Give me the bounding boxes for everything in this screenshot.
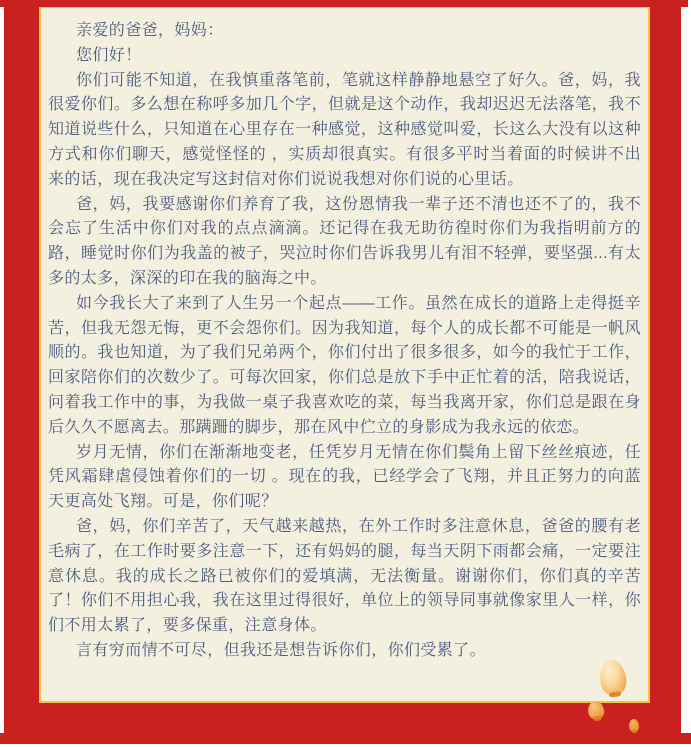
letter-salutation: 亲爱的爸爸，妈妈：: [76, 22, 224, 39]
letter-paragraph: 你们可能不知道，在我慎重落笔前，笔就这样静静地悬空了好久。爸，妈，我很爱你们。多么想在称呼多加几个字，但就是这个动作，我却迟迟无法落笔，我不知道说些什么，只知道在心里存在一种感觉，这种感觉叫爱，长这么大没有以这种方式和你们聊天，感觉怪怪的 ，实质却很真实。有很多平时当着面的时候讲不出来的话，现在我决定写这封信对你们说说我想对你们说的心里话。: [48, 71, 641, 188]
letter-card: [39, 7, 650, 703]
letter-greeting: 您们好！: [76, 46, 142, 64]
bottom-red-band: [0, 733, 691, 744]
red-background-panel: [4, 7, 681, 733]
letter-body: [48, 19, 641, 664]
top-red-band: [0, 0, 688, 7]
letter-paragraph: 爸，妈，你们辛苦了，天气越来越热，在外工作时多注意休息，爸爸的腰有老毛病了，在工作时要多注意一下，还有妈妈的腿，每当天阴下雨都会痛，一定要注意休息。我的成长之路已被你们的爱填满，无法衡量。谢谢你们，你们真的辛苦了！你们不用担心我，我在这里过得很好，单位上的领导同事就像家里人一样，你们不用太累了，要多保重，注意身体。: [48, 517, 641, 635]
letter-paragraph: 岁月无情，你们在渐渐地变老，任凭岁月无情在你们鬓角上留下丝丝痕迹，任凭风霜肆虐侵蚀着你们的一切 。现在的我，已经学会了飞翔，并且正努力的向蓝天更高处飞翔。可是，你们呢？: [48, 443, 641, 511]
letter-paragraph: 如今我长大了来到了人生另一个起点——工作。虽然在成长的道路上走得挺辛苦，但我无怨无悔，更不会怨你们。因为我知道，每个人的成长都不可能是一帆风顺的。我也知道，为了我们兄弟两个，你们付出了很多很多，如今的我忙于工作，回家陪你们的次数少了。可每次回家，你们总是放下手中正忙着的活，陪我说话，问着我工作中的事，为我做一桌子我喜欢吃的菜，每当我离开家，你们总是跟在身后久久不愿离去。那蹒跚的脚步，那在风中伫立的身影成为我永远的依恋。: [48, 294, 641, 436]
letter-closing: 言有穷而情不可尽，但我还是想告诉你们，你们受累了。: [76, 641, 487, 659]
letter-paragraph: 爸，妈，我要感谢你们养育了我，这份恩情我一辈子还不清也还不了的，我不会忘了生活中你们对我的点点滴滴。还记得在我无助彷徨时你们为我指明前方的路，睡觉时你们为我盖的被子，哭泣时你们告诉我男儿有泪不轻弹，要坚强...有太多的太多，深深的印在我的脑海之中。: [48, 195, 641, 287]
